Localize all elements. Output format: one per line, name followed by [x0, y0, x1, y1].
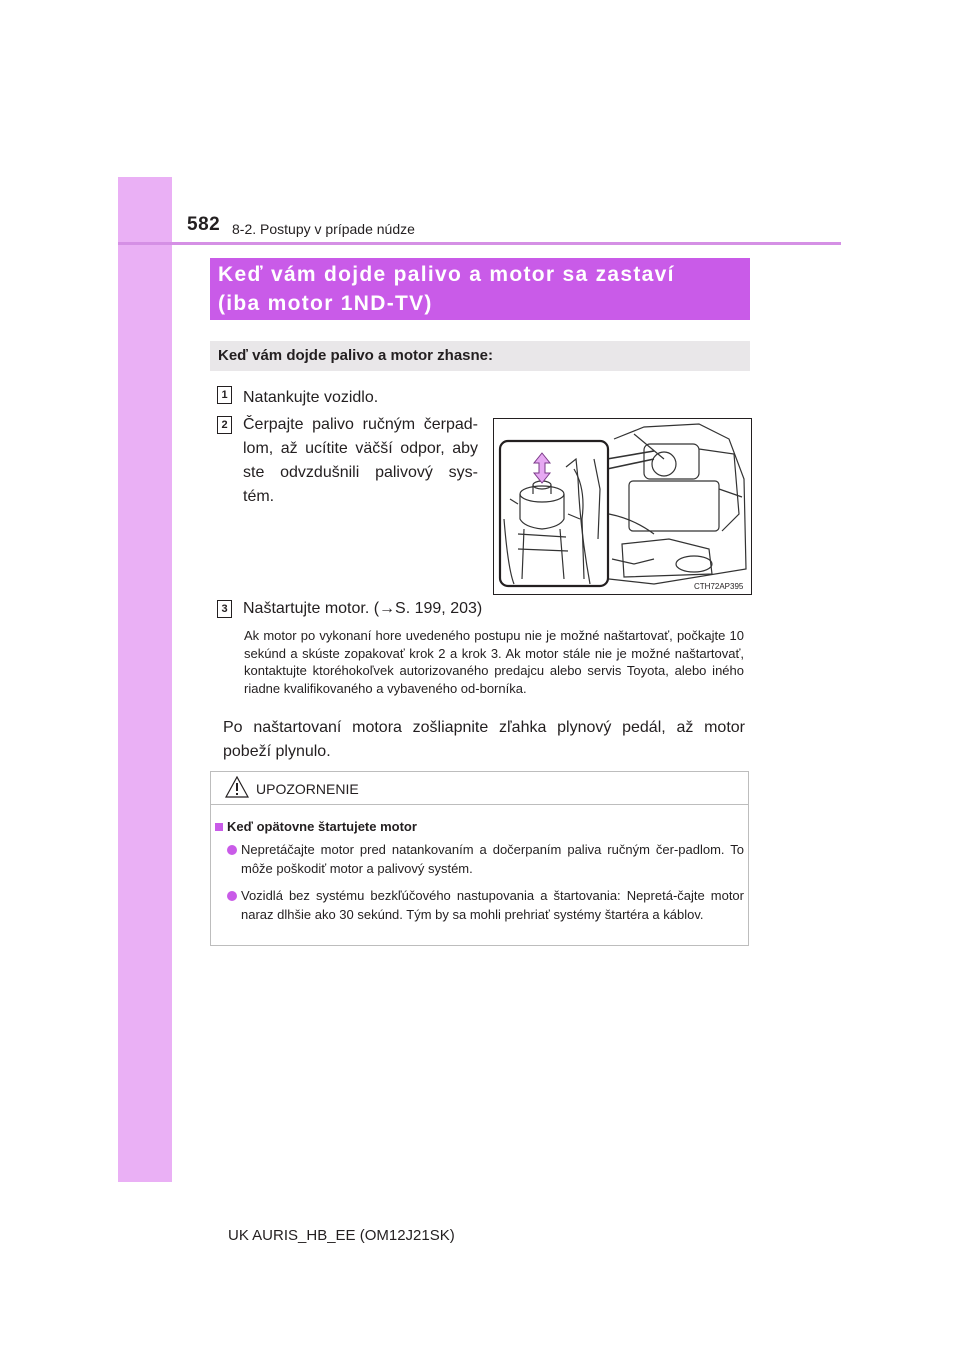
step-3-text: Naštartujte motor. (→S. 199, 203)	[243, 600, 483, 617]
step-2-text	[243, 413, 478, 509]
caution-header	[211, 772, 748, 805]
step-number-2: 2	[217, 416, 232, 434]
circle-bullet-icon	[227, 845, 237, 855]
section-title-line1: Keď vám dojde palivo a motor sa zastaví	[218, 263, 675, 286]
page-number: 582	[187, 214, 221, 235]
header-rule	[118, 242, 841, 245]
caution-box	[210, 771, 749, 946]
figure-code: CTH72AP395	[694, 582, 744, 591]
warning-triangle-icon	[225, 776, 249, 798]
circle-bullet-icon	[227, 891, 237, 901]
step-note: Ak motor po vykonaní hore uvedeného postupu nie je možné naštartovať, počkajte 10 sekúnd a skúste zopakovať krok 2 a krok 3. Ak motor stále nie je možné naštartovať, kontaktujte ktoréhokoľvek autorizovaného predajcu alebo servis Toyota, alebo iného riadne kvalifikovaného a vybaveného od-borníka.	[244, 628, 744, 696]
step-1-text: Natankujte vozidlo.	[243, 389, 379, 406]
caution-label: UPOZORNENIE	[256, 781, 359, 797]
caution-title-text: Keď opätovne štartujete motor	[227, 819, 417, 834]
caution-bullet-text: Vozidlá bez systému bezkľúčového nastupovania a štartovania: Nepretá-čajte motor naraz dlhšie ako 30 sekúnd. Tým by sa mohli prehriať systémy štartéra a káblov.	[241, 888, 744, 922]
section-title-line2: (iba motor 1ND-TV)	[218, 292, 433, 315]
caution-bullet-1	[227, 841, 744, 878]
chapter-title: 8-2. Postupy v prípade núdze	[232, 221, 415, 237]
section-title	[210, 258, 750, 320]
step-2-line: ste odvzdušnili palivový sys-	[243, 464, 478, 481]
caution-bullet-2	[227, 887, 744, 924]
step-number-3: 3	[217, 600, 232, 618]
caution-title	[215, 819, 417, 834]
fuel-pump-drawing	[494, 419, 751, 594]
step-number-1: 1	[217, 386, 232, 404]
step-2-line: lom, až ucítite väčší odpor, aby	[243, 440, 478, 457]
engine-illustration	[493, 418, 752, 595]
subheading: Keď vám dojde palivo a motor zhasne:	[210, 341, 750, 371]
step-2-line: tém.	[243, 488, 275, 505]
square-bullet-icon	[215, 823, 223, 831]
side-tab	[118, 177, 172, 1182]
footer-model-code: UK AURIS_HB_EE (OM12J21SK)	[228, 1227, 455, 1244]
after-start-paragraph: Po naštartovaní motora zošliapnite zľahka plynový pedál, až motor pobeží plynulo.	[223, 719, 745, 760]
caution-bullet-text: Nepretáčajte motor pred natankovaním a dočerpaním paliva ručným čer-padlom. To môže poškodiť motor a palivový systém.	[241, 842, 744, 876]
step-2-line: Čerpajte palivo ručným čerpad-	[243, 416, 478, 433]
